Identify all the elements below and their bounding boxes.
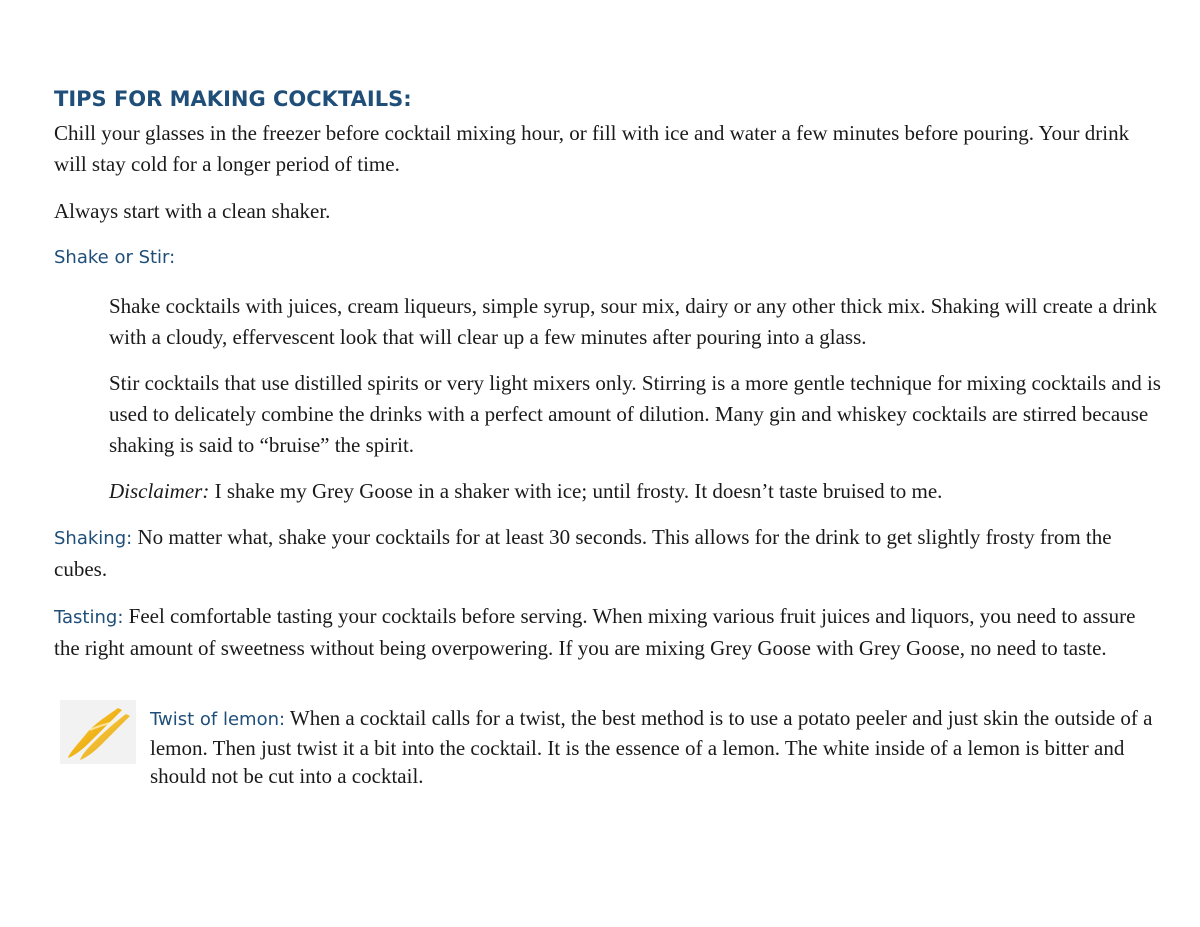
- disclaimer-paragraph: [109, 476, 1164, 507]
- tasting-label: Tasting:: [54, 607, 124, 628]
- twist-paragraph: [150, 700, 1164, 790]
- shaking-text: No matter what, shake your cocktails for at least 30 seconds. This allows for the drink to get slightly frosty from the cubes.: [54, 525, 1112, 581]
- disclaimer-label: Disclaimer:: [109, 479, 210, 503]
- lemon-twist-icon: [60, 700, 136, 764]
- disclaimer-text: I shake my Grey Goose in a shaker with ice; until frosty. It doesn’t taste bruised to me.: [209, 479, 943, 503]
- page-title: TIPS FOR MAKING COCKTAILS:: [54, 87, 412, 111]
- tasting-paragraph: [54, 601, 1164, 664]
- shaking-paragraph: [54, 522, 1164, 585]
- document-page: [54, 84, 1164, 790]
- intro-paragraph-chill: Chill your glasses in the freezer before cocktail mixing hour, or fill with ice and water a few minutes before pouring. Your drink will stay cold for a longer period of time.: [54, 121, 1130, 176]
- shake-or-stir-section: [54, 291, 1164, 507]
- lemon-twist-image: [60, 700, 136, 764]
- twist-of-lemon-section: [60, 700, 1164, 790]
- tasting-text: Feel comfortable tasting your cocktails before serving. When mixing various fruit juices and liquors, you need to assure the right amount of sweetness without being overpowering. If you are mixing Grey Goose with Grey Goose, no need to taste.: [54, 604, 1136, 660]
- twist-label: Twist of lemon:: [150, 709, 286, 730]
- stir-paragraph: Stir cocktails that use distilled spirits or very light mixers only. Stirring is a more gentle technique for mixing cocktails and is used to delicately combine the drinks with a perfect amount of dilution. Many gin and whiskey cocktails are stirred because shaking is said to “bruise” the spirit.: [109, 371, 1161, 457]
- shake-paragraph: Shake cocktails with juices, cream liqueurs, simple syrup, sour mix, dairy or any other thick mix. Shaking will create a drink with a cloudy, effervescent look that will clear up a few minutes after pouring into a glass.: [109, 294, 1158, 349]
- section-heading-shake-or-stir: Shake or Stir:: [54, 247, 176, 268]
- intro-paragraph-clean-shaker: Always start with a clean shaker.: [54, 199, 331, 223]
- twist-text: When a cocktail calls for a twist, the best method is to use a potato peeler and just skin the outside of a lemon. Then just twist it a bit into the cocktail. It is the essence of a lemon. The white inside of a lemon is bitter and should not be cut into a cocktail.: [150, 706, 1153, 788]
- shaking-label: Shaking:: [54, 528, 133, 549]
